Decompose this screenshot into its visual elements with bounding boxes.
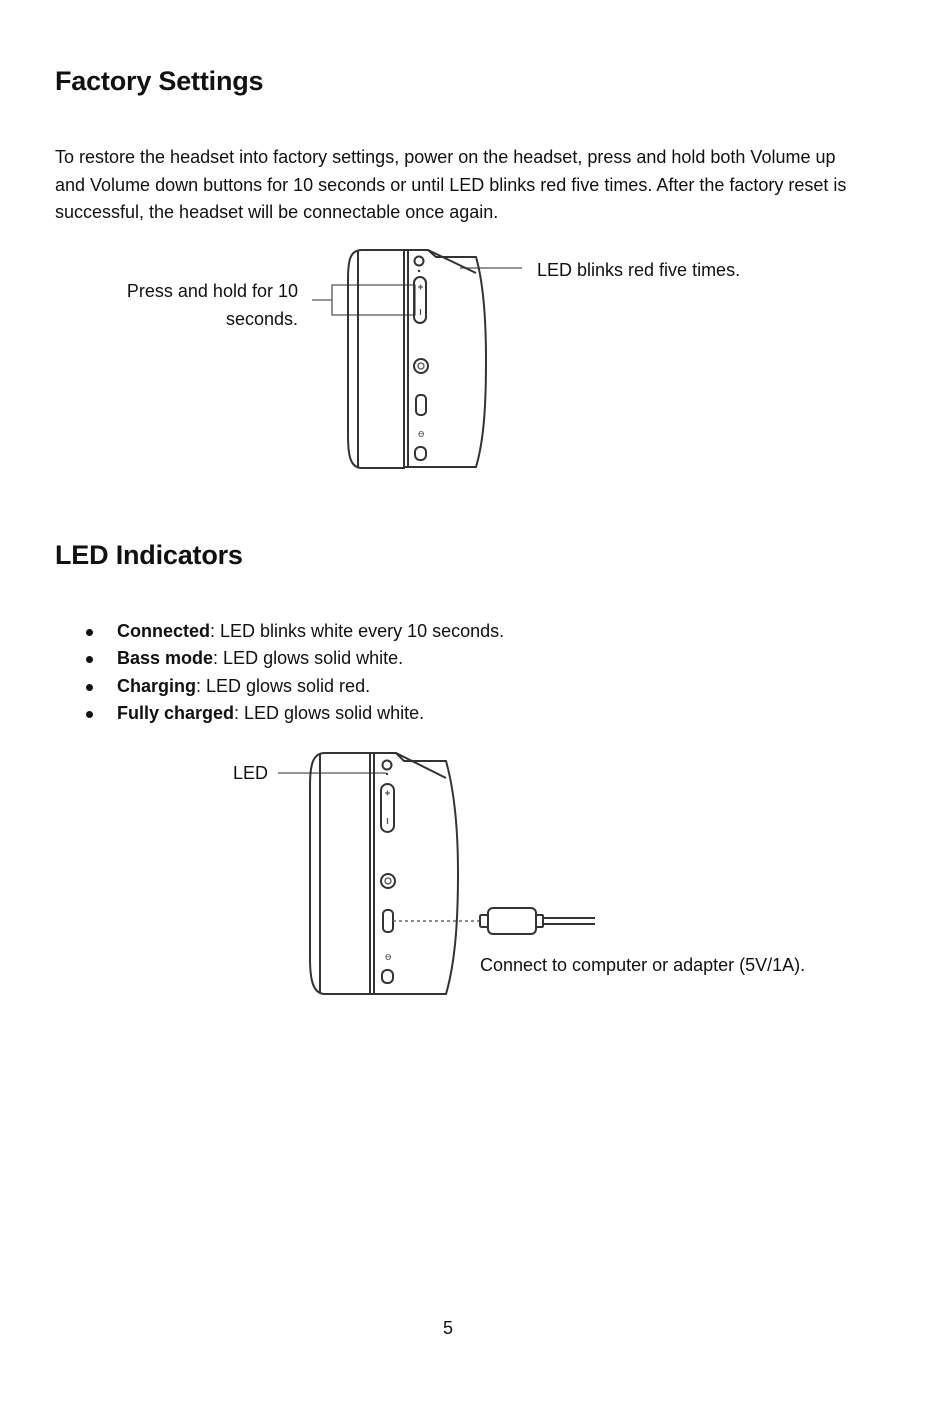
page-number: 5 xyxy=(442,1318,453,1338)
power-button-icon xyxy=(383,761,392,770)
led-indicators-heading: LED Indicators xyxy=(55,540,243,570)
list-item xyxy=(86,645,504,672)
headset-figure-charging xyxy=(270,748,610,998)
status-desc: : LED glows solid white. xyxy=(234,702,425,723)
audio-jack-icon xyxy=(381,874,395,888)
volume-bracket-line xyxy=(312,285,415,315)
list-item xyxy=(86,618,504,645)
power-button-icon xyxy=(415,257,424,266)
led-dot-icon xyxy=(386,773,388,775)
volume-rocker-icon xyxy=(414,277,426,323)
factory-settings-heading: Factory Settings xyxy=(55,66,264,96)
bluetooth-icon: ϴ xyxy=(385,953,392,962)
headband-slot xyxy=(396,753,446,778)
led-blink-label: LED blinks red five times. xyxy=(537,260,741,280)
audio-jack-icon xyxy=(414,359,428,373)
led-dot-icon xyxy=(418,270,420,272)
bullet-icon xyxy=(86,684,93,691)
status-desc: : LED blinks white every 10 seconds. xyxy=(210,621,505,641)
headset-figure-reset xyxy=(300,245,540,475)
usb-c-plug-tip-icon xyxy=(480,915,488,927)
usb-c-port-icon xyxy=(383,910,393,932)
mode-button-icon xyxy=(415,447,426,460)
bullet-icon xyxy=(86,656,93,663)
bullet-icon xyxy=(86,629,93,636)
ear-cushion xyxy=(348,250,404,468)
status-term: Connected xyxy=(117,621,211,641)
led-status-list xyxy=(86,618,504,727)
bluetooth-icon: ϴ xyxy=(418,430,425,439)
factory-settings-paragraph: To restore the headset into factory settings, power on the headset, press and hold both Volume up and Volume down buttons for 10 seconds or until LED blinks red five times. After the factory reset is successful, the headset will be connectable once again. xyxy=(55,147,847,222)
status-term: Bass mode xyxy=(117,648,214,669)
list-item xyxy=(86,673,504,700)
usb-c-port-icon xyxy=(416,395,426,415)
usb-c-cable-icon xyxy=(488,908,536,934)
press-hold-label-line1: Press and hold for 10 xyxy=(126,281,298,301)
press-hold-label-line2: seconds. xyxy=(225,308,298,329)
press-hold-label xyxy=(118,278,298,333)
bullet-icon xyxy=(86,711,93,718)
connect-label: Connect to computer or adapter (5V/1A). xyxy=(480,955,806,975)
ear-cup-body xyxy=(370,753,458,994)
mode-button-icon xyxy=(382,970,393,983)
status-term: Fully charged xyxy=(117,702,235,723)
list-item xyxy=(86,700,504,727)
status-desc: : LED glows solid red. xyxy=(196,675,371,696)
led-label: LED xyxy=(233,763,269,783)
status-term: Charging xyxy=(117,675,196,696)
ear-cup-body xyxy=(404,250,486,467)
headband-slot xyxy=(428,250,476,273)
status-desc: : LED glows solid white. xyxy=(213,648,404,669)
